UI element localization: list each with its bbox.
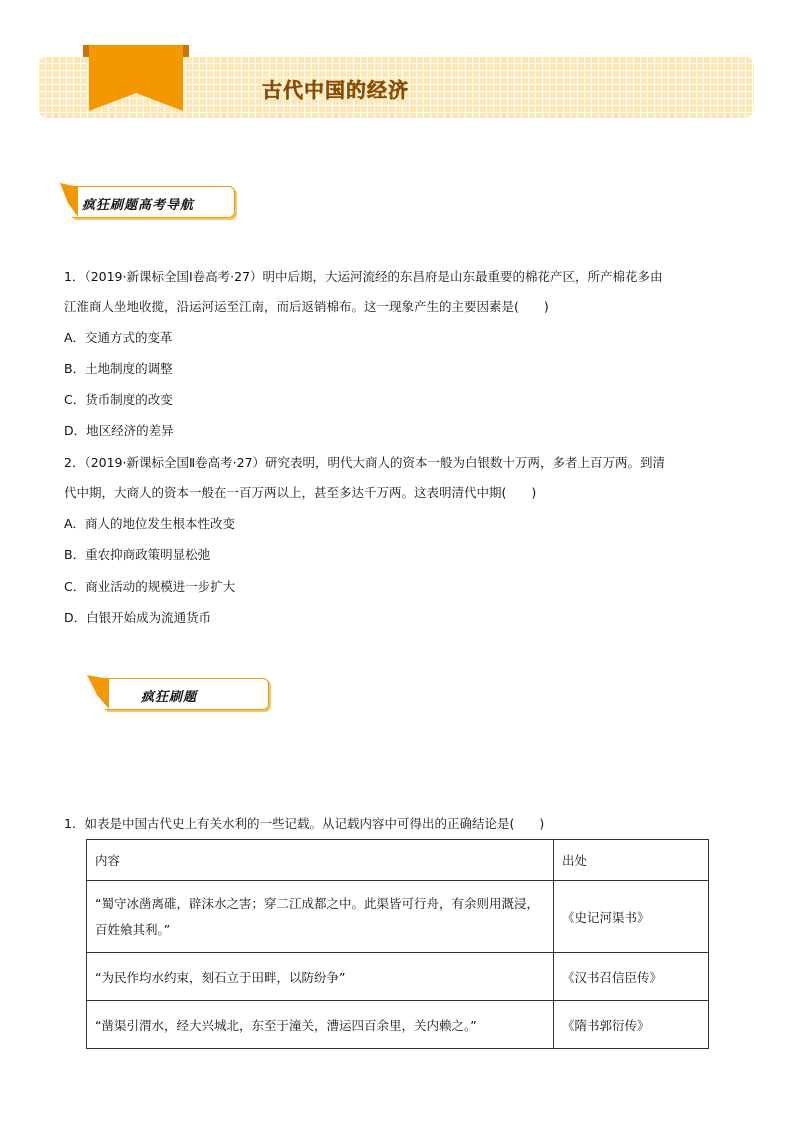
- water-records-table: [86, 839, 709, 1049]
- page-title: 古代中国的经济: [262, 78, 409, 102]
- q2-option-c: C．商业活动的规模进一步扩大: [64, 579, 236, 594]
- q2-option-d: D．白银开始成为流通货币: [64, 610, 212, 625]
- practice-question-1: 1．如表是中国古代史上有关水利的一些记载。从记载内容中可得出的正确结论是( ): [64, 816, 545, 831]
- row-source: 《汉书召信臣传》: [554, 953, 709, 1001]
- q1-option-c: C．货币制度的改变: [64, 392, 173, 407]
- question-1-line-2: 江淮商人坐地收揽，沿运河运至江南，而后返销棉布。这一现象产生的主要因素是( ): [64, 299, 549, 314]
- row-source: 《隋书郭衍传》: [554, 1001, 709, 1049]
- section-flag-icon: [87, 675, 109, 711]
- question-2: [64, 448, 736, 508]
- q2-option-a: A．商人的地位发生根本性改变: [64, 516, 236, 531]
- section-header-practice: [105, 678, 269, 710]
- q1-option-d: D．地区经济的差异: [64, 423, 174, 438]
- header-source: 出处: [554, 840, 709, 881]
- row-content: “为民作均水约束，刻石立于田畔，以防纷争”: [87, 953, 554, 1001]
- q1-option-a: A．交通方式的变革: [64, 330, 173, 345]
- q2-option-b: B．重农抑商政策明显松弛: [64, 547, 211, 562]
- row-content: “蜀守冰凿离碓，辟沫水之害；穿二江成都之中。此渠皆可行舟，有余则用溉浸，百姓飨其利。”: [87, 881, 554, 953]
- question-2-line-1: 2．（2019·新课标全国Ⅱ卷高考·27）研究表明，明代大商人的资本一般为白银数十万两，多者上百万两。到清: [64, 455, 666, 470]
- row-source: 《史记河渠书》: [554, 881, 709, 953]
- question-1-line-1: 1．（2019·新课标全国Ⅰ卷高考·27）明中后期，大运河流经的东昌府是山东最重要的棉花产区，所产棉花多由: [64, 269, 663, 284]
- table-row: [87, 953, 709, 1001]
- ribbon-tab-right: [182, 45, 189, 57]
- question-1: [64, 262, 736, 322]
- section-flag-icon: [60, 183, 78, 219]
- section-label: 疯狂刷题高考导航: [82, 198, 195, 213]
- section-header-exam-guide: [72, 186, 235, 218]
- row-content: “凿渠引渭水，经大兴城北，东至于潼关，漕运四百余里，关内赖之。”: [87, 1001, 554, 1049]
- table-row: [87, 881, 709, 953]
- section-label: 疯狂刷题: [141, 690, 198, 705]
- table-row: [87, 1001, 709, 1049]
- table-header-row: [87, 840, 709, 881]
- header-content: 内容: [87, 840, 554, 881]
- bookmark-ribbon-icon: [89, 45, 183, 111]
- question-2-line-2: 代中期，大商人的资本一般在一百万两以上，甚至多达千万两。这表明清代中期( ): [64, 485, 537, 500]
- q1-option-b: B．土地制度的调整: [64, 361, 173, 376]
